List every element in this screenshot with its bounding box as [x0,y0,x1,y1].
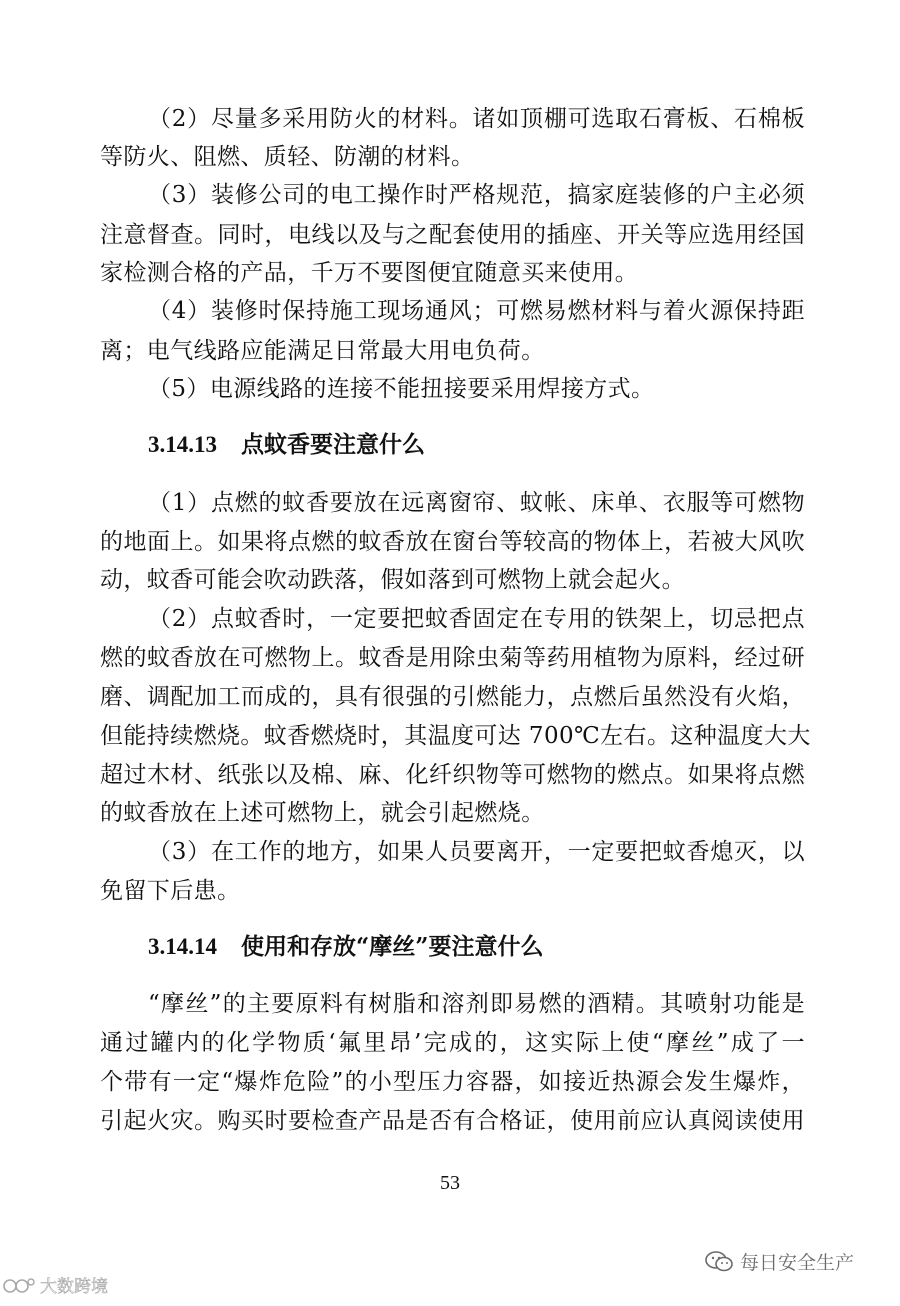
section-number: 3.14.13 [148,432,217,457]
paragraph-line: “摩丝”的主要原料有树脂和溶剂即易燃的酒精。其喷射功能是 [148,991,805,1017]
paragraph-line: 个带有一定“爆炸危险”的小型压力容器，如接近热源会发生爆炸， [100,1069,805,1095]
paragraph-line: 的地面上。如果将点燃的蚊香放在窗台等较高的物体上，若被大风吹 [100,529,805,555]
paragraph-line: 磨、调配加工而成的，具有很强的引燃能力，点燃后虽然没有火焰， [100,684,805,710]
paragraph-line: 离；电气线路应能满足日常最大用电负荷。 [100,338,545,364]
paragraph-line: 等防火、阻燃、质轻、防潮的材料。 [100,144,475,170]
paragraph-line: 但能持续燃烧。蚊香燃烧时，其温度可达 700℃左右。这种温度大大 [100,723,811,749]
watermark-left-text: 大数跨境 [40,1277,108,1297]
watermark-left [2,1272,108,1297]
section-heading [148,430,798,460]
paragraph-line: 燃的蚊香放在可燃物上。蚊香是用除虫菊等药用植物为原料，经过研 [100,645,805,671]
section-title: 点蚊香要注意什么 [241,431,425,458]
watermark-right-text: 每日安全生产 [740,1252,855,1274]
paragraph-line: （3）装修公司的电工操作时严格规范，搞家庭装修的户主必须 [148,182,805,208]
page-number: 53 [440,1172,460,1194]
paragraph-line: 的蚊香放在上述可燃物上，就会引起燃烧。 [100,800,545,826]
paragraph-line: （3）在工作的地方，如果人员要离开，一定要把蚊香熄灭，以 [148,839,805,865]
paragraph-line: （2）点蚊香时，一定要把蚊香固定在专用的铁架上，切忌把点 [148,606,805,632]
paragraph-line: 引起火灾。购买时要检查产品是否有合格证，使用前应认真阅读使用 [100,1108,805,1134]
paragraph-line: 免留下后患。 [100,878,241,904]
paragraph-line: 超过木材、纸张以及棉、麻、化纤织物等可燃物的燃点。如果将点燃 [100,762,805,788]
section-heading [148,932,798,962]
section-title: 使用和存放“摩丝”要注意什么 [241,933,544,960]
paragraph-line: 动，蚊香可能会吹动跌落，假如落到可燃物上就会起火。 [100,567,685,593]
paragraph-line: 注意督查。同时，电线以及与之配套使用的插座、开关等应选用经国 [100,222,805,248]
paragraph-line: 家检测合格的产品，千万不要图便宜随意买来使用。 [100,260,639,286]
paragraph-line: （4）装修时保持施工现场通风；可燃易燃材料与着火源保持距 [148,298,805,324]
paragraph-line: 通过罐内的化学物质‘氟里昂’完成的，这实际上使“摩丝”成了一 [100,1030,805,1056]
watermark-right [704,1248,854,1275]
paragraph-line: （1）点燃的蚊香要放在远离窗帘、蚊帐、床单、衣服等可燃物 [148,490,805,516]
wechat-icon [704,1249,734,1275]
paragraph-line: （5）电源线路的连接不能扭接要采用焊接方式。 [148,376,655,402]
watermark-logo-icon [2,1275,36,1295]
paragraph-line: （2）尽量多采用防火的材料。诸如顶棚可选取石膏板、石棉板 [148,106,805,132]
section-number: 3.14.14 [148,934,217,959]
